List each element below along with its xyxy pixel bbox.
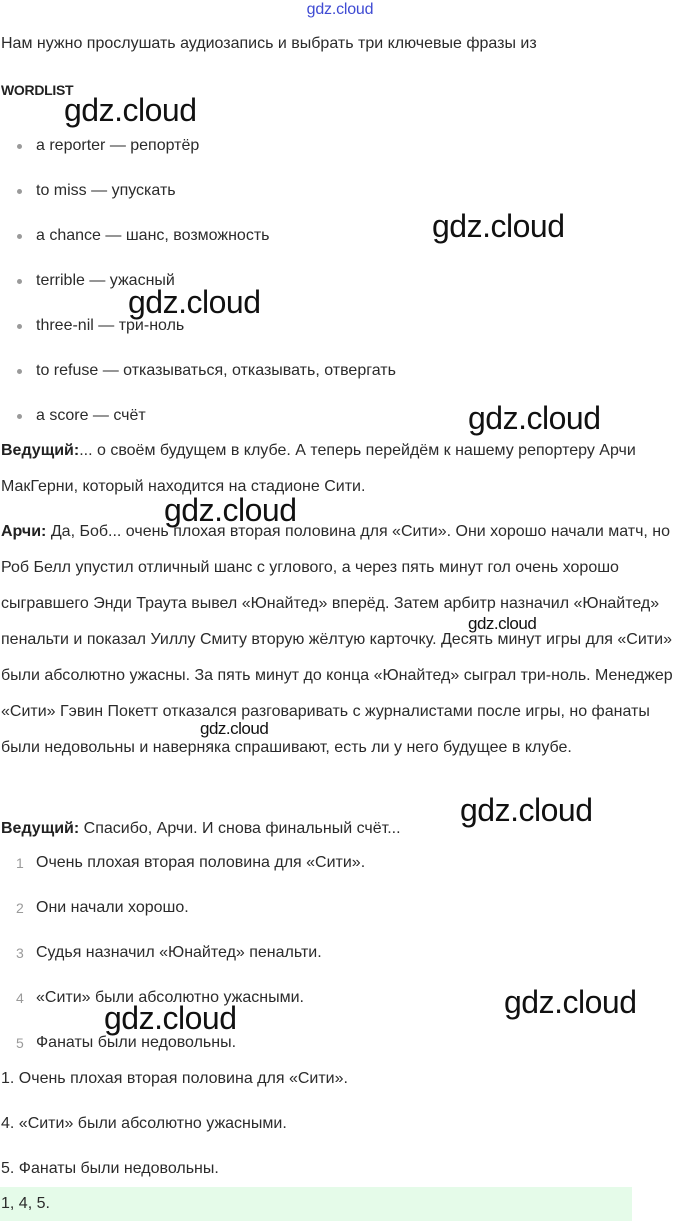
item-number: 4 xyxy=(16,990,24,1006)
intro-text: Нам нужно прослушать аудиозапись и выбрать три ключевые фразы из xyxy=(1,35,537,52)
list-item: a reporter — репортёр xyxy=(0,132,396,177)
answer-line: 5. Фанаты были недовольны. xyxy=(1,1160,219,1177)
watermark: gdz.cloud xyxy=(468,400,601,436)
list-item: 4 «Сити» были абсолютно ужасными. xyxy=(0,983,365,1028)
transcript-paragraph-archie: Арчи: Да, Боб... очень плохая вторая половина для «Сити». Они хорошо начали матч, но Роб Белл упустил отличный шанс с углового, а через пять минут гол очень хорошо сыгравшего Энди Траута вывел «Юнайтед» вперёд. Затем арбитр назначил «Юнайтед» пенальти и показал Уиллу Смиту вторую жёлтую карточку. Десять минут игры для «Сити» были абсолютно ужасны. За пять минут до конца «Юнайтед» сыграл три-ноль. Менеджер «Сити» Гэвин Покетт отказался разговаривать с журналистами после игры, но фанаты были недовольны и наверняка спрашивают, есть ли у него будущее в клубе. xyxy=(1,523,673,756)
bullet-icon xyxy=(17,144,22,149)
watermark: gdz.cloud xyxy=(64,92,197,128)
list-item: 1 Очень плохая вторая половина для «Сити». xyxy=(0,848,365,893)
bullet-icon xyxy=(17,414,22,419)
answer-line: 4. «Сити» были абсолютно ужасными. xyxy=(1,1115,287,1132)
speaker-label: Ведущий: xyxy=(1,442,80,459)
watermark: gdz.cloud xyxy=(200,719,269,738)
item-number: 1 xyxy=(16,855,24,871)
list-item: to miss — упускать xyxy=(0,177,396,222)
answer-line: 1. Очень плохая вторая половина для «Сити». xyxy=(1,1070,348,1087)
list-item: three-nil — три-ноль xyxy=(0,312,396,357)
transcript-paragraph-host-1: Ведущий:... о своём будущем в клубе. А теперь перейдём к нашему репортеру Арчи МакГерни, который находится на стадионе Сити. xyxy=(1,442,636,495)
speaker-label: Арчи: xyxy=(1,523,47,540)
list-item: a chance — шанс, возможность xyxy=(0,222,396,267)
site-watermark-top: gdz.cloud xyxy=(306,1,374,18)
options-list xyxy=(0,848,365,1073)
bullet-icon xyxy=(17,234,22,239)
watermark: gdz.cloud xyxy=(432,208,565,244)
item-number: 2 xyxy=(16,900,24,916)
list-item: terrible — ужасный xyxy=(0,267,396,312)
list-item: 2 Они начали хорошо. xyxy=(0,893,365,938)
watermark: gdz.cloud xyxy=(104,1000,237,1036)
bullet-icon xyxy=(17,279,22,284)
bullet-icon xyxy=(17,324,22,329)
final-answer: 1, 4, 5. xyxy=(1,1195,50,1212)
list-item: a score — счёт xyxy=(0,402,396,447)
watermark: gdz.cloud xyxy=(468,614,537,633)
list-item: 3 Судья назначил «Юнайтед» пенальти. xyxy=(0,938,365,983)
speaker-label: Ведущий: xyxy=(1,820,80,837)
bullet-icon xyxy=(17,189,22,194)
watermark: gdz.cloud xyxy=(128,284,261,320)
watermark: gdz.cloud xyxy=(164,492,297,528)
wordlist-heading: WORDLIST xyxy=(1,82,74,98)
watermark: gdz.cloud xyxy=(460,792,593,828)
list-item: 5 Фанаты были недовольны. xyxy=(0,1028,365,1073)
item-number: 5 xyxy=(16,1035,24,1051)
watermark: gdz.cloud xyxy=(504,984,637,1020)
list-item: to refuse — отказываться, отказывать, отвергать xyxy=(0,357,396,402)
final-answer-box xyxy=(0,1187,632,1221)
transcript-paragraph-host-2: Ведущий: Спасибо, Арчи. И снова финальный счёт... xyxy=(1,820,401,837)
item-number: 3 xyxy=(16,945,24,961)
bullet-icon xyxy=(17,369,22,374)
